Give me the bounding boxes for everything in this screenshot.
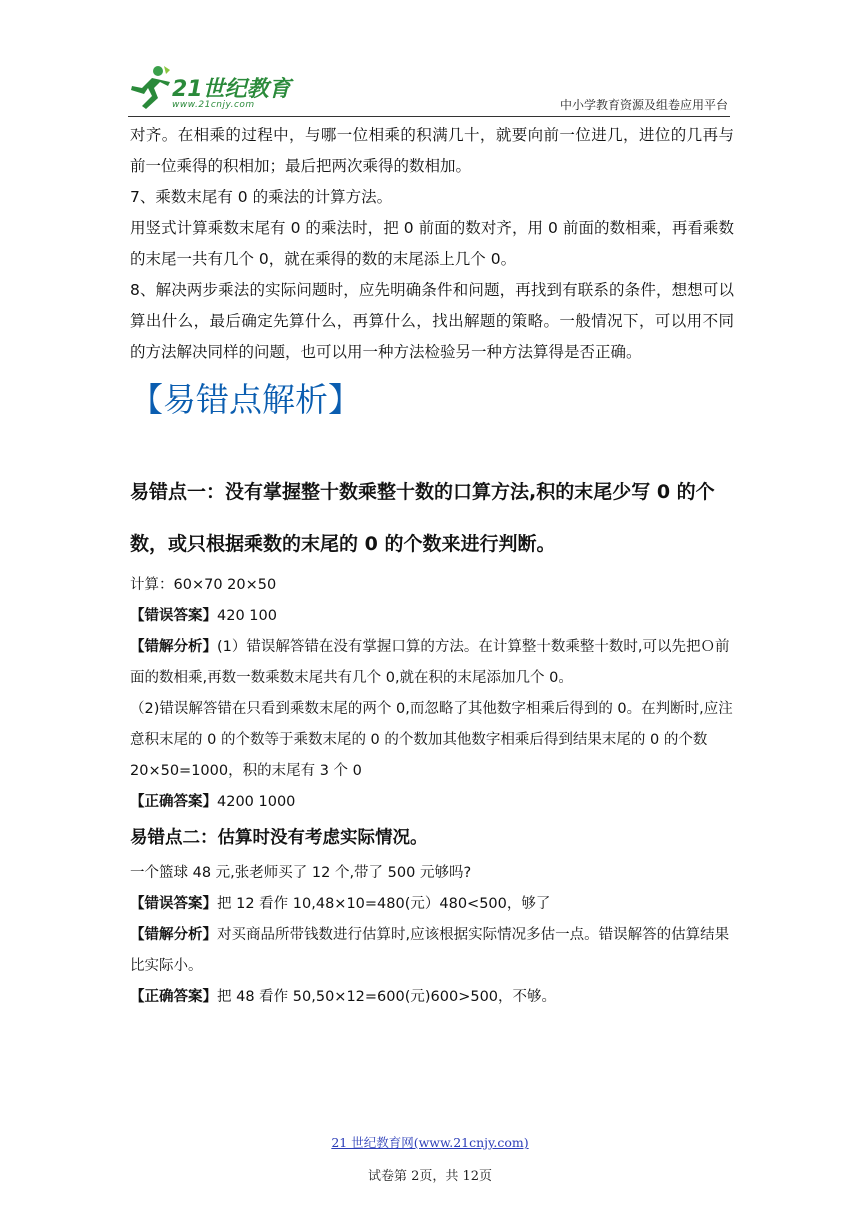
correct-answer-text: 把 48 看作 50,50×12=600(元)600>500，不够。 — [217, 989, 557, 1005]
wrong-answer-text: 420 100 — [217, 608, 277, 624]
error-analysis-text: 对买商品所带钱数进行估算时,应该根据实际情况多估一点。错误解答的估算结果比实际小。 — [130, 927, 730, 974]
error-analysis-text: (1）错误解答错在没有掌握口算的方法。在计算整十数乘整十数时,可以先把Ｏ前面的数相乘,再数一数乘数末尾共有几个 0,就在积的末尾添加几个 0。 — [130, 639, 730, 686]
question-text: 一个篮球 48 元,张老师买了 12 个,带了 500 元够吗? — [130, 865, 472, 881]
error-analysis — [130, 632, 734, 694]
logo-url: www.21cnjy.com — [172, 100, 255, 110]
logo-text: 21世纪教育 — [172, 77, 291, 102]
wrong-answer — [130, 889, 734, 920]
logo — [128, 64, 298, 114]
error-analysis-2: （2)错误解答错在只看到乘数末尾的两个 0,而忽略了其他数字相乘后得到的 0。在判断时,应注意积末尾的 0 的个数等于乘数末尾的 0 的个数加其他数字相乘后得到结果末尾的 0 的个数 20×50=1000，积的末尾有 3 个 0 — [130, 701, 733, 779]
calc-line: 计算：60×70 20×50 — [130, 577, 277, 593]
page-number: 试卷第 2页，共 12页 — [367, 1169, 493, 1184]
paragraph: 8、解决两步乘法的实际问题时，应先明确条件和问题，再找到有联系的条件，想想可以算出什么，最后确定先算什么，再算什么，找出解题的策略。一般情况下，可以用不同的方法解决同样的问题，也可以用一种方法检验另一种方法算得是否正确。 — [130, 281, 734, 361]
paragraph: 用竖式计算乘数末尾有 0 的乘法时，把 0 前面的数对齐，用 0 前面的数相乘，再看乘数的末尾一共有几个 0，就在乘得的数的末尾添上几个 0。 — [130, 219, 734, 268]
error-point-2-title: 易错点二：估算时没有考虑实际情况。 — [130, 828, 428, 848]
runner-logo-icon — [128, 64, 172, 110]
correct-answer — [130, 787, 734, 818]
footer-link[interactable]: 21 世纪教育网(www.21cnjy.com) — [331, 1135, 529, 1150]
error-point-1-title: 易错点一：没有掌握整十数乘整十数的口算方法,积的末尾少写 0 的个数，或只根据乘数的末尾的 0 的个数来进行判断。 — [130, 481, 715, 555]
correct-answer — [130, 982, 734, 1013]
wrong-answer-label: 【错误答案】 — [130, 896, 217, 912]
correct-answer-text: 4200 1000 — [217, 794, 296, 810]
error-analysis-label: 【错解分析】 — [130, 639, 217, 655]
error-analysis-label: 【错解分析】 — [130, 927, 217, 943]
paragraph: 对齐。在相乘的过程中，与哪一位相乘的积满几十，就要向前一位进几，进位的几再与前一位乘得的积相加；最后把两次乘得的数相加。 — [130, 126, 734, 175]
wrong-answer — [130, 601, 734, 632]
wrong-answer-text: 把 12 看作 10,48×10=480(元）480<500，够了 — [217, 896, 551, 912]
correct-answer-label: 【正确答案】 — [130, 794, 217, 810]
main-content — [130, 120, 734, 1013]
section-title: 【易错点解析】 — [130, 380, 361, 419]
header-divider — [128, 116, 730, 117]
wrong-answer-label: 【错误答案】 — [130, 608, 217, 624]
page-header — [128, 60, 728, 118]
paragraph: 7、乘数末尾有 0 的乘法的计算方法。 — [130, 188, 393, 206]
platform-name: 中小学教育资源及组卷应用平台 — [559, 98, 728, 112]
correct-answer-label: 【正确答案】 — [130, 989, 217, 1005]
error-analysis — [130, 920, 734, 982]
